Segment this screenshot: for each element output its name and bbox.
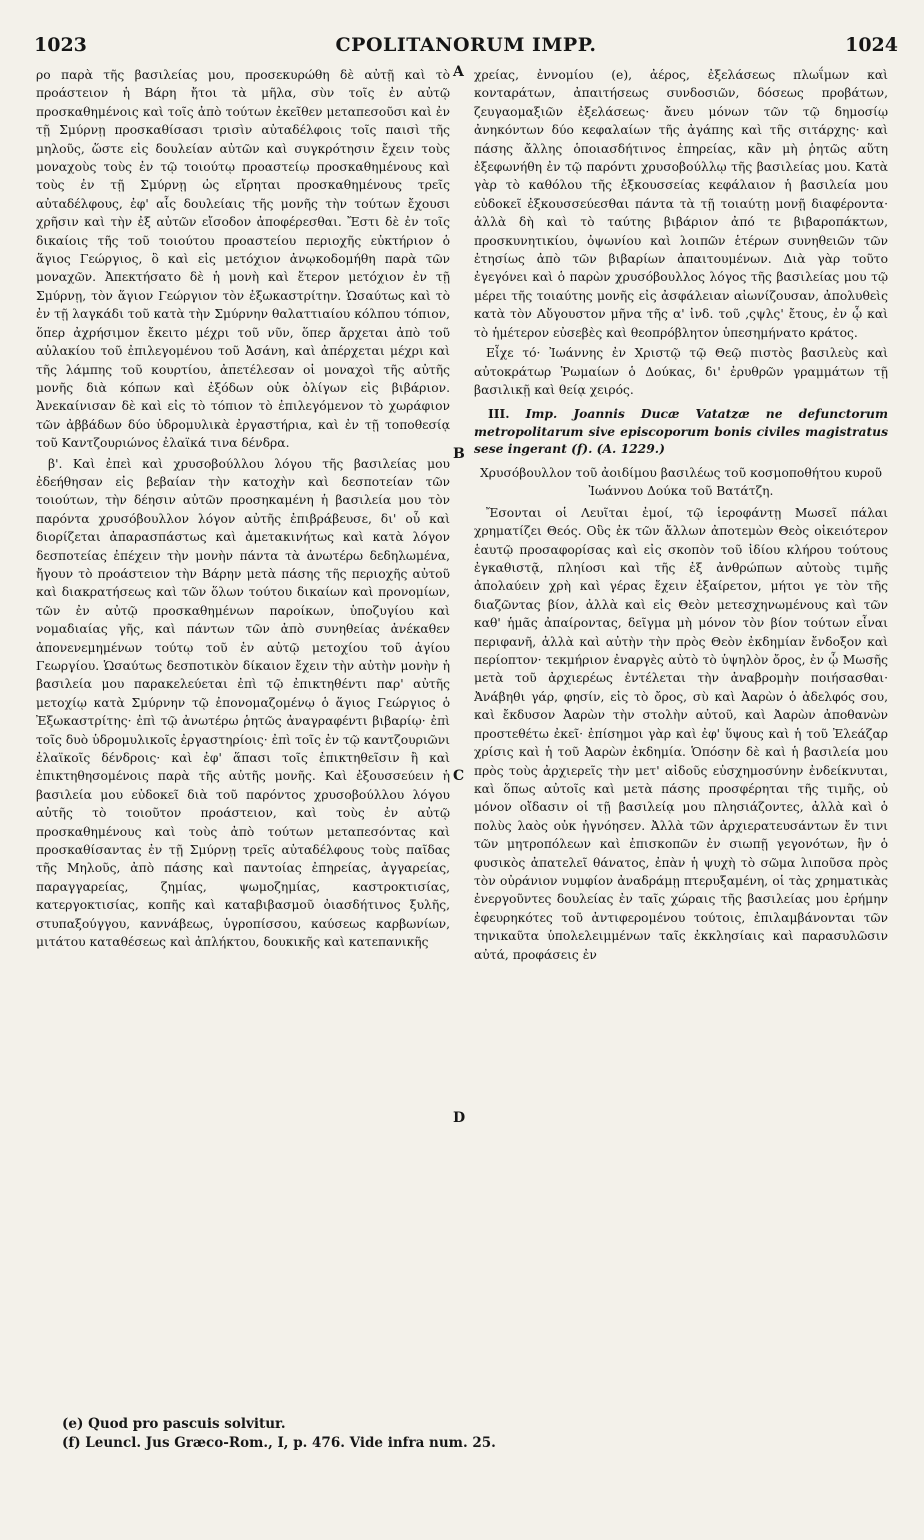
left-column	[36, 66, 450, 952]
margin-letter-d: D	[453, 1110, 466, 1126]
margin-letter-a: A	[453, 64, 464, 80]
footnote-f: (f) Leuncl. Jus Græco-Rom., I, p. 476. Vide infra num. 25.	[62, 1435, 496, 1451]
right-column	[474, 66, 888, 964]
right-paragraph-3: Ἔσονται οἱ Λευῖται ἐμοί, τῷ ἱεροφάντῃ Μωσεῖ πάλαι χρηματίζει Θεός. Οὓς ἐκ τῶν ἄλλων ἀποτεμὼν Θεὸς οἰκειότερον ἑαυτῷ προσαφορίσας καὶ εἰς σκοπὸν τοῦ ἰδίου κλήρου τούτους ἐγκαθιστᾷ, πληίοσι καὶ τῆς ἐξ ἀνθρώπων αὐτοὺς τιμῆς ἀπολαύειν χρὴ καὶ γέρας ἔχειν ἐξαίρετον, μήτοι γε τὸν τῆς διαζῶντας βίον, ἀλλὰ καὶ εἰς Θεὸν μετεσχηνωμένους καὶ τῶν καθ' ἡμᾶς ἀπαίροντας, δεῖγμα μὴ μόνον τὸν βίον τούτων εἶναι περιφανῆ, ἀλλὰ καὶ αὐτὴν τὴν πρὸς Θεὸν ἐκδημίαν ἔνδοξον καὶ περίοπτον· τεκμήριον ἐναργὲς αὐτὸ τὸ ὑψηλὸν ὄρος, ἐν ᾧ Μωσῆς μετὰ τοῦ ἀρχιερέως ἐντέλεται τὴν ἀναβρομὴν ποιήσασθαι· Ἀνάβηθι γάρ, φησίν, εἰς τὸ ὄρος, σὺ καὶ Ἀαρὼν ὁ ἀδελφός σου, καὶ ἔκδυσον Ἀαρὼν τὴν στολὴν αὐτοῦ, καὶ Ἀαρὼν ἀποθανὼν προστεθέτω ἐκεῖ· ἐπίσημοι γὰρ καὶ ἐφ' ὕψους καὶ ἡ τοῦ Ἐλεάζαρ χρίσις καὶ ἡ τοῦ Ἀαρὼν ἐκδημία. Ὁπόσην δὲ καὶ ἡ βασιλεία μου πρὸς τοὺς ἀρχιερεῖς τὴν μετ' αἰδοῦς εὐσχημοσύνην ἐνδείκνυται, καὶ ὅπως αὐτοῖς καὶ μετὰ πάσης προσφέρηται τῆς τιμῆς, οὐ μόνον οἴδασιν οἱ τῇ βασιλείᾳ μου πλησιάζοντες, ἀλλὰ καὶ ὁ πολὺς λαὸς οὐκ ἠγνόησεν. Ἀλλὰ τῶν ἀρχιερατευσάντων ἔν τινι τῶν μητροπόλεων καὶ ἐπισκοπῶν ἐν σιωπῇ γεγονότων, ἣν ὁ φυσικὸς ἀπατελεῖ θάνατος, ἐπὰν ἡ ψυχὴ τὸ σῶμα λιποῦσα πρὸς τὸν οὐράνιον νυμφίον ἀναδράμῃ πτερυξαμένη, οἱ τὰς χρηματικὰς ἐνεργοῦντες δουλείας ἐν ταῖς χώραις τῆς βασιλείας μου ἐρήμην ἐφευρηκότες τοῦ ἀντιφερομένου τούτοις, ἐπιλαμβάνονται τῶν τηνικαῦτα ὑπολελειμμένων ταῖς ἐκκλησίαις καὶ παρασυλῶσιν αὐτά, προφάσεις ἐν	[474, 505, 888, 962]
section-heading-text: Imp. Joannis Ducæ Vatatzæ ne defunctorum metropolitarum sive episcoporum bonis civiles magistratus sese ingerant (f). (A. 1229.)	[474, 406, 889, 457]
left-page-number: 1023	[34, 34, 87, 56]
left-paragraph-1: ρο παρὰ τῆς βασιλείας μου, προσεκυρώθη δὲ αὐτῇ καὶ τὸ προάστειον ἡ Βάρη ἤτοι τὰ μῆλα, σὺν τοῖς ἐν αὐτῷ προσκαθημένοις καὶ τοῖς ἀπὸ τούτων ἐκεῖθεν μεταπεσοῦσι καὶ ἐν τῇ Σμύρνῃ προσκαθίσασι τρισὶν αὐταδέλφοις τοῖς παισὶ τῆς μηλοῦς, ὥστε εἰς δουλείαν αὐτῶν καὶ συγκρότησιν ἔχειν τοὺς μοναχοὺς τοὺς ἐν τῷ τοιούτῳ προαστείῳ προσκαθημένους καὶ τοὺς ἐν τῇ Σμύρνῃ ὡς εἴρηται προσκαθημένους τρεῖς αὐταδέλφους, ἐφ' αἷς δουλείαις τῆς μονῆς τὴν τούτων ἔχουσι χρῆσιν καὶ τὴν ἐξ αὐτῶν εἴσοδον ἀποφέρεσθαι. Ἔστι δὲ ἐν τοῖς δικαίοις τῆς τοῦ τοιούτου προαστείου περιοχῆς εὐκτήριον ὁ ἅγιος Γεώργιος, ὃ καὶ εἰς μετόχιον ἀνῳκοδομήθη παρὰ τῶν μοναχῶν. Ἀπεκτήσατο δὲ ἡ μονὴ καὶ ἕτερον μετόχιον ἐν τῇ Σμύρνῃ, τὸν ἅγιον Γεώργιον τὸν ἐξωκαστρίτην. Ὡσαύτως καὶ τὸ ἐν τῇ λαγκάδι τοῦ κατὰ τὴν Σμύρνην θαλαττιαίου κόλπου τόπιον, ὅπερ ἀχρήσιμον ἔκειτο μέχρι τοῦ νῦν, ὅπερ ἄρχεται ἀπὸ τοῦ αὐλακίου τοῦ ἐπιλεγομένου τοῦ Ἀσάνη, καὶ ἀπέρχεται μέχρι καὶ τῆς λάμπης τοῦ κουρτίου, ἀπετέλεσαν οἱ μοναχοὶ τῆς αὐτῆς μονῆς διὰ κόπων καὶ ἐξόδων οὐκ ὀλίγων εἰς βιβάριον. Ἀνεκαίνισαν δὲ καὶ εἰς τὸ τόπιον τὸ ἐπιλεγόμενον τὸ χωράφιον τῶν ἀββάδων δύο ὑδρομυλικὰ ἐργαστήρια, καὶ ἐν τῇ τοποθεσίᾳ τοῦ Καντζουριώνος ἐλαϊκά τινα δένδρα.	[36, 68, 450, 451]
right-page-number: 1024	[845, 34, 898, 56]
margin-letter-c: C	[453, 768, 465, 784]
section-number: III.	[488, 406, 510, 422]
chrysobull-title: Χρυσόβουλλον τοῦ ἀοιδίμου βασιλέως τοῦ κοσμοποθήτου κυροῦ Ἰωάννου Δούκα τοῦ Βατάτζη.	[480, 465, 882, 498]
right-paragraph-1: χρείας, ἐννομίου (e), ἀέρος, ἐξελάσεως πλωΐμων καὶ κονταράτων, ἀπαιτήσεως συνδοσιῶν, δόσεως προβάτων, ζευγαομαξιῶν ἐξελάσεως· ἄνευ μόνων τῶν τῷ δημοσίῳ ἀνηκόντων δύο κεφαλαίων τῆς ἀγάπης καὶ τῆς σιτάρχης· καὶ πάσης ἄλλης ὁποιασδήτινος ἐπηρείας, κἂν μὴ ῥητῶς αὕτη ἐξεφωνήθη ἐν τῷ παρόντι χρυσοβούλλῳ τῆς βασιλείας μου. Κατὰ γὰρ τὸ καθόλου τῆς ἐξκουσσείας κεφάλαιον ἡ βασιλεία μου εὐδοκεῖ ἐξκουσσεύεσθαι πάντα τὰ τῇ τοιαύτῃ μονῇ διαφέροντα· ἀλλὰ δὴ καὶ τὸ ταύτης βιβάριον ἀπό τε βιβαροπάκτων, προσκυνητικίου, ὀψωνίου καὶ λοιπῶν ἑτέρων συνηθειῶν τῶν ἐτησίως ἀπὸ τῶν βιβαρίων ἀπαιτουμένων. Διὰ γὰρ τοῦτο ἐγεγόνει καὶ ὁ παρὼν χρυσόβουλλος λόγος τῆς βασιλείας μου τῷ μέρει τῆς τοιαύτης μονῆς εἰς ἀσφάλειαν αἰωνίζουσαν, ἀπολυθεὶς κατὰ τὸν Αὔγουστον μῆνα τῆς α' ἰνδ. τοῦ ,ςψλς' ἔτους, ἐν ᾧ καὶ τὸ ἡμέτερον εὐσεβὲς καὶ θεοπρόβλητον ὑπεσημήνατο κράτος.	[474, 68, 888, 340]
margin-letter-b: B	[453, 446, 465, 462]
running-title: CPOLITANORUM IMPP.	[335, 34, 597, 56]
running-header	[34, 34, 898, 58]
left-paragraph-2: β'. Καὶ ἐπεὶ καὶ χρυσοβούλλου λόγου τῆς βασιλείας μου ἐδεήθησαν εἰς βεβαίαν τὴν κατοχὴν καὶ δεσποτείαν τῶν τοιούτων, τὴν δέησιν αὐτῶν προσηκαμένη ἡ βασιλεία μου τὸν παρόντα χρυσόβουλλον λόγον αὐτῆς ἐπιβράβευσε, δι' οὗ καὶ διορίζεται ἀπαρασπάστως καὶ ἀμετακινήτως καὶ κατὰ λόγον δεσποτείας ἐπέχειν τὴν μονὴν πάντα τὰ ἀνωτέρω δεδηλωμένα, ἤγουν τὸ προάστειον τὴν Βάρην μετὰ πάσης τῆς περιοχῆς αὐτοῦ καὶ διακρατήσεως καὶ τῶν ὅλων τούτου δικαίων καὶ προνομίων, τῶν ἐν αὐτῷ προσκαθημένων παροίκων, ὑποζυγίου καὶ νομαδιαίας γῆς, καὶ πάντων τῶν ἀπὸ συνηθείας ἀνέκαθεν ἀπονενεμημένων τούτῳ τοῦ ἐν αὐτῷ μετοχίου τοῦ ἁγίου Γεωργίου. Ὡσαύτως δεσποτικὸν δίκαιον ἔχειν τὴν αὐτὴν μονὴν ἡ βασιλεία μου παρακελεύεται ἐπὶ τῷ ἐπικτηθέντι παρ' αὐτῆς μετοχίῳ κατὰ Σμύρνην τῷ ἐπονομαζομένῳ ὁ ἅγιος Γεώργιος ὁ Ἐξωκαστρίτης· ἐπὶ τῷ ἀνωτέρω ῥητῶς ἀναγραφέντι βιβαρίῳ· ἐπὶ τοῖς δυὸ ὑδρομυλικοῖς ἐργαστηρίοις· ἐπὶ τοῖς ἐν τῷ καντζουριῶνι ἐλαϊκοῖς δένδροις· καὶ ἐφ' ἅπασι τοῖς ἐπικτηθεῖσιν ἢ καὶ ἐπικτηθησομένοις παρὰ τῆς αὐτῆς μονῆς. Καὶ ἐξουσσεύειν ἡ βασιλεία μου εὐδοκεῖ διὰ τοῦ παρόντος χρυσοβούλλου λόγου αὐτῆς τὸ τοιοῦτον προάστειον, καὶ τοὺς ἐν αὐτῷ προσκαθημένους καὶ τοὺς ἀπὸ τούτων μεταπεσόντας καὶ προσκαθίσαντας ἐν τῇ Σμύρνῃ τρεῖς αὐταδέλφους τοὺς παῖδας τῆς Μηλοῦς, ἀπὸ πάσης καὶ παντοίας ἐπηρείας, ἀγγαρείας, παραγγαρείας, ζημίας, ψωμοζημίας, καστροκτισίας, κατεργοκτισίας, κοπῆς καὶ καταβιβασμοῦ ὀιασδήτινος ξυλῆς, στυπαξούγγου, καννάβεως, ὑγροπίσσου, καύσεως καρβωνίων, μιτάτου καταθέσεως καὶ ἀπλήκτου, δουκικῆς καὶ κατεπανικῆς	[36, 456, 450, 950]
footnote-e: (e) Quod pro pascuis solvitur.	[62, 1416, 286, 1432]
section-heading	[474, 405, 888, 458]
signature-paragraph: Εἶχε τό· Ἰωάννης ἐν Χριστῷ τῷ Θεῷ πιστὸς βασιλεὺς καὶ αὐτοκράτωρ Ῥωμαίων ὁ Δούκας, δι' ἐρυθρῶν γραμμάτων τῇ βασιλικῇ καὶ θείᾳ χειρός.	[474, 346, 888, 397]
